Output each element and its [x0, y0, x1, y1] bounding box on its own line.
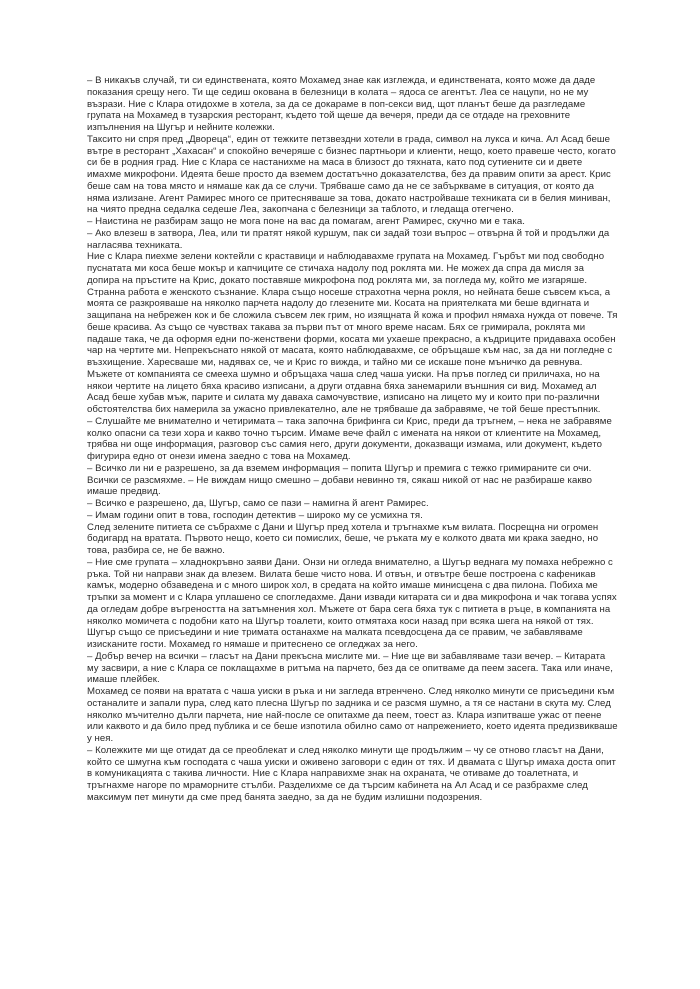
paragraph: Ние с Клара пиехме зелени коктейли с краставици и наблюдавахме групата на Мохамед. Гърбът ми под свободно пуснатата ми коса беше мокър и капчиците се стичаха надолу под роклята ми. Не можех да спра да мисля за допира на пръстите на Крис, докато поставяше микрофона под роклята ми, за погледа му, който ме изгаряше. Странна работа е женското съзнание. Клара също носеше страхотна черна рокля, но нейната беше съвсем къса, а моята се разкрояваше на няколко парчета надолу до глезените ми. Косата на приятелката ми беше вдигната и защипана на небрежен кок и бе сложила съвсем лек грим, но изящната й кожа и профил нямаха нужда от повече. Тя беше красива. Аз също се чувствах такава за първи път от много време насам. Бях се гримирала, роклята ми падаше така, че да оформя едни по-женствени форми, косата ми ухаеше прекрасно, а къдриците придаваха особен чар на чертите ми. Непрекъснато някой от масата, която наблюдавахме, се обръщаше към нас, за да ни погледне с възхищение. Харесваше ми, надявах се, че и Крис го вижда, и тайно ми се искаше поне мъничко да ревнува. Мъжете от компанията се смееха шумно и обръщаха чаша след чаша уиски. На пръв поглед си приличаха, но на някои чертите на лицето бяха красиво изписани, а други отдавна бяха занемарили външния си вид. Мохамед ал Асад беше хубав мъж, парите и силата му даваха самочувствие, изписано на лицето му и които при по-различни обстоятелства бих намерила за ужасно привлекателно, але не трябваше да забравяме, че той беше престъпник.	[87, 251, 618, 415]
paragraph: – Наистина не разбирам защо не мога поне на вас да помагам, агент Рамирес, скучно ми е така.	[87, 216, 525, 227]
paragraph: – Колежките ми ще отидат да се преоблекат и след няколко минути ще продължим – чу се отново гласът на Дани, който се шмугна към господата с чаша уиски и оживено заговори с един от тях. И двамата с Шугър имаха доста опит в комуникацията с такива личности. Ние с Клара направихме знак на охраната, че отиваме до тоалетната, и тръгнахме нагоре по мраморните стълби. Разделихме се да търсим кабинета на Ал Асад и се разбрахме след максимум пет минути да сме пред банята заедно, за да не будим излишни подозрения.	[87, 744, 616, 803]
paragraph: – Всичко е разрешено, да, Шугър, само се пази – намигна й агент Рамирес.	[87, 498, 429, 509]
paragraph: – Имам години опит в това, господин детектив – широко му се усмихна тя.	[87, 509, 423, 521]
paragraph: – Всичко ли ни е разрешено, за да вземем информация – попита Шугър и премига с тежко гримираните си очи. Всички се разсмяхме. – Не виждам нищо смешно – добави невинно тя, сякаш никой от нас не разбираше какво имаше предвид.	[87, 462, 593, 498]
paragraph: – В никакъв случай, ти си единствената, която Мохамед знае как изглежда, и единствената, която може да даде показания срещу него. Ти ще седиш окована в белезници в колата – ядоса се агентът. Леа се нацупи, но не му възрази. Ние с Клара отидохме в хотела, за да се докараме в поп-секси вид, щот планът беше да разгледаме групата на Мохамед в тузарския ресторант, където той щеше да вечеря, преди да се отдаде на греховните изпълнения на Шугър и нейните колежки.	[87, 75, 596, 133]
paragraph: – Слушайте ме внимателно и четиримата – така започна брифинга си Крис, преди да тръгнем, – нека не забравяме колко опасни са тези хора и какво точно търсим. Имаме вече файл с имената на някои от клиентите на Мохамед, трябва ни още информация, разговор със самия него, други документи, доказващи измама, или документ, където фигурира едно от онези имена заедно с това на Мохамед.	[87, 415, 612, 462]
paragraph: Таксито ни спря пред „Двореца“, един от тежките петзвездни хотели в града, символ на лукса и кича. Ал Асад беше вътре в ресторант „Хахасан“ и спокойно вечеряше с бизнес партньори и клиенти, нещо, което правеше често, когато си бе в родния град. Ние с Клара се настанихме на маса в близост до тяхната, като под сутиените си и двете имахме микрофони. Идеята беше просто да вземем достатъчно доказателства, без да правим опити за арест. Крис беше сам на това място и нямаше как да се случи. Трябваше само да не се забъркваме в ситуация, от която да няма излизане. Агент Рамирес много се притесняваше за това, докато настройваше техниката си в белия миниван, на чиято предна седалка седеше Леа, закопчана с белезници за таблото, и гледаща отегчено.	[87, 133, 616, 216]
paragraph: – Ако влезеш в затвора, Леа, или ти пратят някой куршум, пак си задай този въпрос – отвърна й той и продължи да нагласява техниката.	[87, 227, 610, 251]
paragraph: Мохамед се появи на вратата с чаша уиски в ръка и ни загледа втренчено. След няколко минути се присъедини към останалите и запали пура, след като плесна Шугър по задника и се разсмя шумно, а тя се настани в скута му. След няколко мъчително дълги парчета, ние най-после се опитахме да пеем, тоест аз. Клара изпитваше ужас от пеене или каквото и да било пред публика и се беше изпотила обилно само от напрежението, което идеята предизвикваше у нея.	[87, 686, 618, 744]
paragraph: След зелените питиета се събрахме с Дани и Шугър пред хотела и тръгнахме към вилата. Посрещна ни огромен бодигард на вратата. Първото нещо, което си помислих, беше, че ръката му е колкото двата ми крака заедно, но това, разбира се, не бе важно.	[87, 521, 599, 556]
paragraph: – Ние сме групата – хладнокръвно заяви Дани. Онзи ни огледа внимателно, а Шугър веднага му помаха небрежно с ръка. Той ни направи знак да влезем. Вилата беше чисто нова. И отвън, и отвътре беше построена с кафеникав камък, модерно обзаведена и с много широк хол, в средата на който имаше минисцена с два пилона. Побиха ме тръпки за момент и с Клара уплашено се спогледахме. Дани извади китарата си и два микрофона и чак тогава успях да огледам добре въгреността на затъмнения хол. Мъжете от бара сега бяха тук с питиета в ръце, в компанията на няколко момичета с подобни като на Шугър тоалети, които отмятаха коси назад при всяка шега на някой от тях. Шугър също се присъедини и ние тримата останахме на малката псевдосцена да се правим, че забавляваме изисканите гости. Мохамед го нямаше и притеснено се огледжах за него.	[87, 556, 617, 650]
paragraph: – Добър вечер на всички – гласът на Дани прекъсна мислите ми. – Ние ще ви забавляваме тази вечер. – Китарата му засвири, а ние с Клара се поклащахме в ритъма на парчето, без да се опитваме да пеем засега. Така или иначе, имаше плейбек.	[87, 650, 613, 686]
